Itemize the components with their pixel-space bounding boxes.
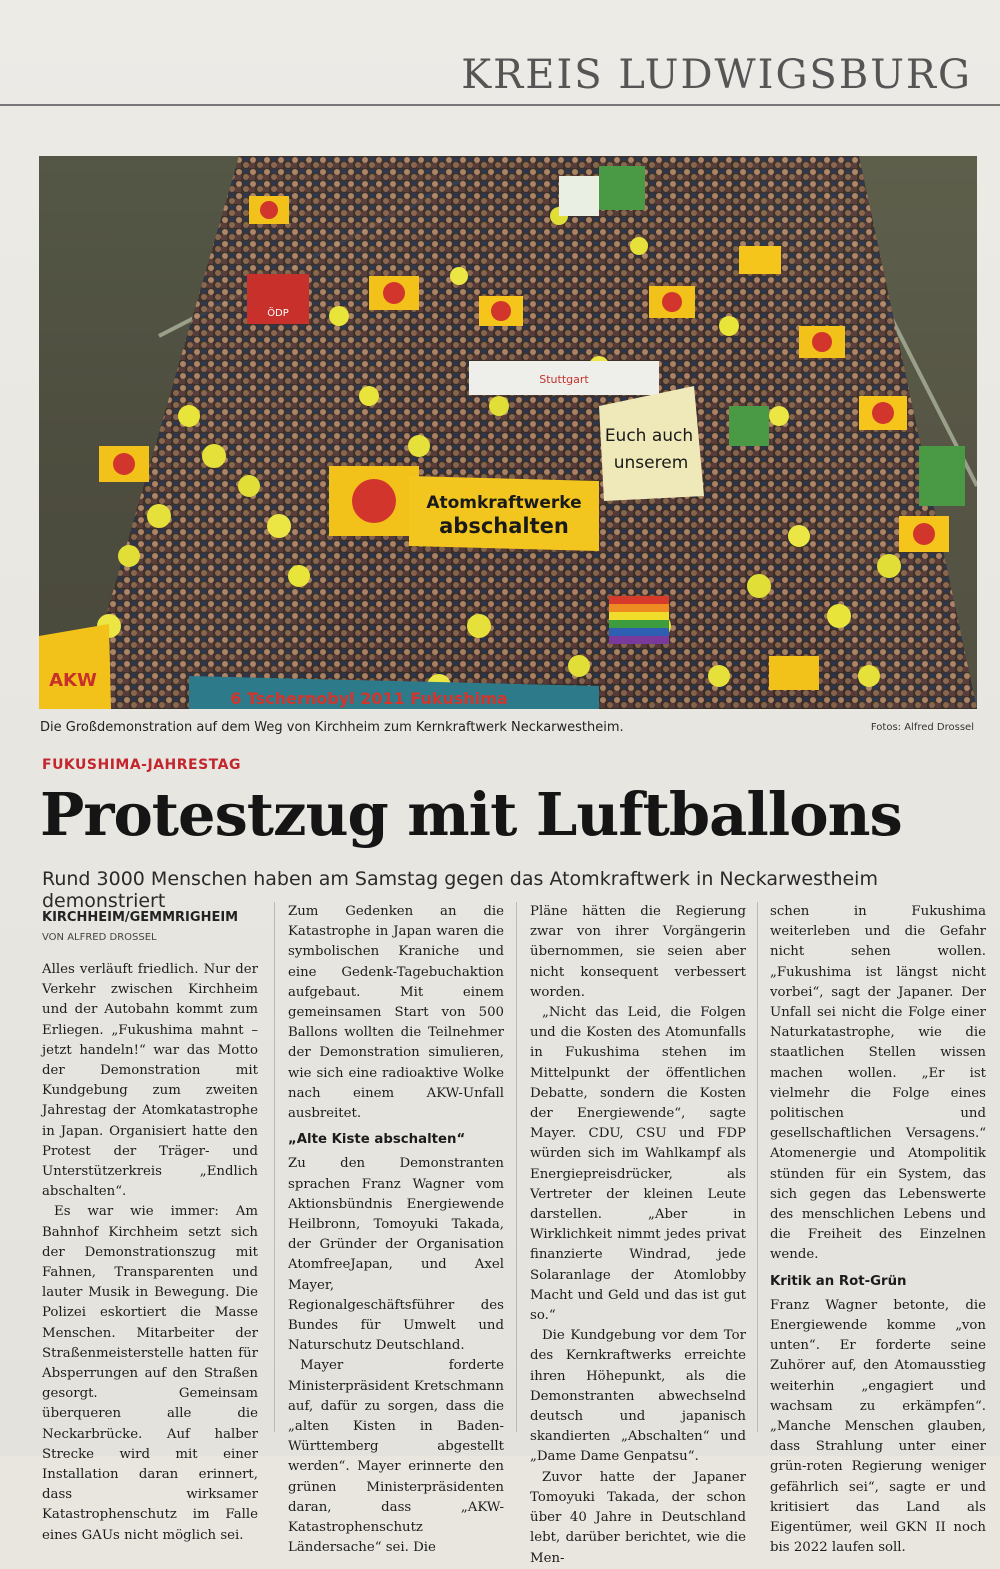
paragraph: schen in Fukushima weiterleben und die Gefahr nicht sehen wollen. „Fukushima ist längst nicht vorbei“, sagt der Japaner. Der Unfall sei nicht die Folge einer Naturkatastrophe, wie die staatlichen Stellen wissen machen wollen. „Er ist vielmehr die Folge eines politischen und gesellschaftlichen Versagens.“ Atomenergie und Atompolitik stünden für ein System, das sich gegen das Lebenswerte des menschlichen Lebens und die Freiheit des Einzelnen wende. — [770, 904, 986, 1263]
odp-text: ÖDP — [267, 308, 289, 319]
akw-text: AKW — [49, 670, 97, 691]
paragraph: Pläne hätten die Regierung zwar von ihrer Vorgängerin übernommen, sie seien aber nicht konsequent verbessert worden. — [530, 904, 746, 1000]
euch-auch-banner — [599, 386, 704, 501]
paragraph: Die Kundgebung vor dem Tor des Kernkraftwerks erreichte ihren Höhepunkt, als die Demonstranten abwechselnd deutsch und japanisch skandierten „Abschalten“ und „Dame Dame Genpatsu“. — [530, 1328, 746, 1465]
article-column-2 — [288, 902, 504, 1559]
dateline: KIRCHHEIM/GEMMRIGHEIM — [42, 910, 239, 925]
column-rule — [274, 902, 275, 1432]
photo-credit: Fotos: Alfred Drossel — [870, 722, 974, 733]
euch-auch-text: Euch auch — [604, 426, 694, 446]
odp-banner — [247, 274, 309, 324]
paragraph: Es war wie immer: Am Bahnhof Kirchheim setzt sich der Demonstrationszug mit Fahnen, Transparenten und lauter Musik in Bewegung. Die Polizei eskortiert die Masse Menschen. Mitarbeiter der Straßenmeisterstelle hatten für Absperrungen auf den Straßen gesorgt. Gemeinsam überqueren alle die Neckarbrücke. Auf halber Strecke wird mit einer Installation daran erinnert, dass wirksamer Katastrophenschutz im Falle eines GAUs nicht möglich sei. — [42, 1204, 258, 1543]
article-column-1 — [42, 960, 258, 1543]
rainbow-flag — [609, 596, 669, 644]
photo-caption: Die Großdemonstration auf dem Weg von Kirchheim zum Kernkraftwerk Neckarwestheim. — [40, 720, 624, 735]
paragraph: Mayer forderte Ministerpräsident Kretschmann auf, dafür zu sorgen, dass die „alten Kisten in Baden-Württemberg abgestellt werden“. Mayer erinnerte den grünen Ministerpräsidenten daran, dass „AKW-Katastrophenschutz Ländersache“ sei. Die — [288, 1358, 504, 1556]
header-rule — [0, 104, 1000, 106]
paragraph: Zu den Demonstranten sprachen Franz Wagner vom Aktionsbündnis Energiewende Heilbronn, Tomoyuki Takada, der Gründer der Organisation AtomfreeJapan, und Axel Mayer, Regionalgeschäftsführer des Bundes für Umwelt und Naturschutz Deutschland. — [288, 1156, 504, 1354]
banner-line-1: Atomkraftwerke — [426, 493, 582, 513]
column-rule — [516, 902, 517, 1432]
paragraph: „Nicht das Leid, die Folgen und die Kosten des Atomunfalls in Fukushima stehen im Mittelpunkt der öffentlichen Debatte, sondern die Kosten der Energiewende“, sagte Mayer. CDU, CSU und FDP würden sich im Wahlkampf als Energiepreisdrücker, als Vertreter der kleinen Leute darstellen. „Aber in Wirklichkeit nimmt jedes privat finanzierte Windrad, jede Solaranlage der Atomlobby Macht und Geld und das ist gut so.“ — [530, 1005, 746, 1324]
stuttgart-text: Stuttgart — [539, 373, 589, 386]
article-column-3 — [530, 902, 746, 1569]
stuttgart-banner — [469, 361, 659, 395]
paragraph: Zum Gedenken an die Katastrophe in Japan waren die symbolischen Kraniche und eine Gedenk-Tagebuchaktion aufgebaut. Mit einem gemeinsamen Start von 500 Ballons wollten die Teilnehmer der Demonstration simulieren, wie sich eine radioaktive Wolke nach einem AKW-Unfall ausbreitet. — [288, 904, 504, 1122]
subheadline: Rund 3000 Menschen haben am Samstag gegen das Atomkraftwerk in Neckarwestheim demonstriert — [42, 868, 878, 912]
paragraph: Zuvor hatte der Japaner Tomoyuki Takada, der schon über 40 Jahre in Deutschland lebt, darüber berichtet, wie die Men- — [530, 1469, 746, 1566]
paragraph: Alles verläuft friedlich. Nur der Verkehr zwischen Kirchheim und der Autobahn kommt zum Erliegen. „Fukushima mahnt – jetzt handeln!“ war das Motto der Demonstration mit Kundgebung zum zweiten Jahrestag der Atomkatastrophe in Japan. Organisiert hatte den Protest der Träger- und Unterstützerkreis „Endlich abschalten“. — [42, 962, 258, 1200]
atomkraftwerke-abschalten-banner — [409, 476, 599, 551]
crosshead: Kritik an Rot-Grün — [770, 1273, 907, 1289]
section-title: KREIS LUDWIGSBURG — [461, 52, 972, 98]
unserem-text: unserem — [613, 453, 689, 473]
article-column-4 — [770, 902, 986, 1559]
headline: Protestzug mit Luftballons — [40, 780, 902, 849]
akw-banner — [39, 624, 111, 709]
crosshead: „Alte Kiste abschalten“ — [288, 1132, 466, 1148]
banner-line-2: abschalten — [439, 514, 569, 538]
paragraph: Franz Wagner betonte, die Energiewende komme „von unten“. Er forderte seine Zuhörer auf, den Atomausstieg weiterhin „engagiert und wachsam zu erkämpfen“. „Manche Menschen glauben, dass Strahlung unter einer grün-roten Regierung weniger gefährlich sei“, sagte er und kritisiert das Land als Eigentümer, weil GKN II noch bis 2022 laufen soll. — [770, 1297, 986, 1556]
atomkraft-nein-danke-flag — [329, 466, 419, 536]
demonstration-photo — [39, 156, 977, 709]
tschernobyl-text: 6 Tschernobyl 2011 Fukushima — [230, 689, 508, 708]
kicker: FUKUSHIMA-JAHRESTAG — [42, 757, 241, 773]
byline: VON ALFRED DROSSEL — [42, 932, 157, 943]
column-rule — [757, 902, 758, 1432]
